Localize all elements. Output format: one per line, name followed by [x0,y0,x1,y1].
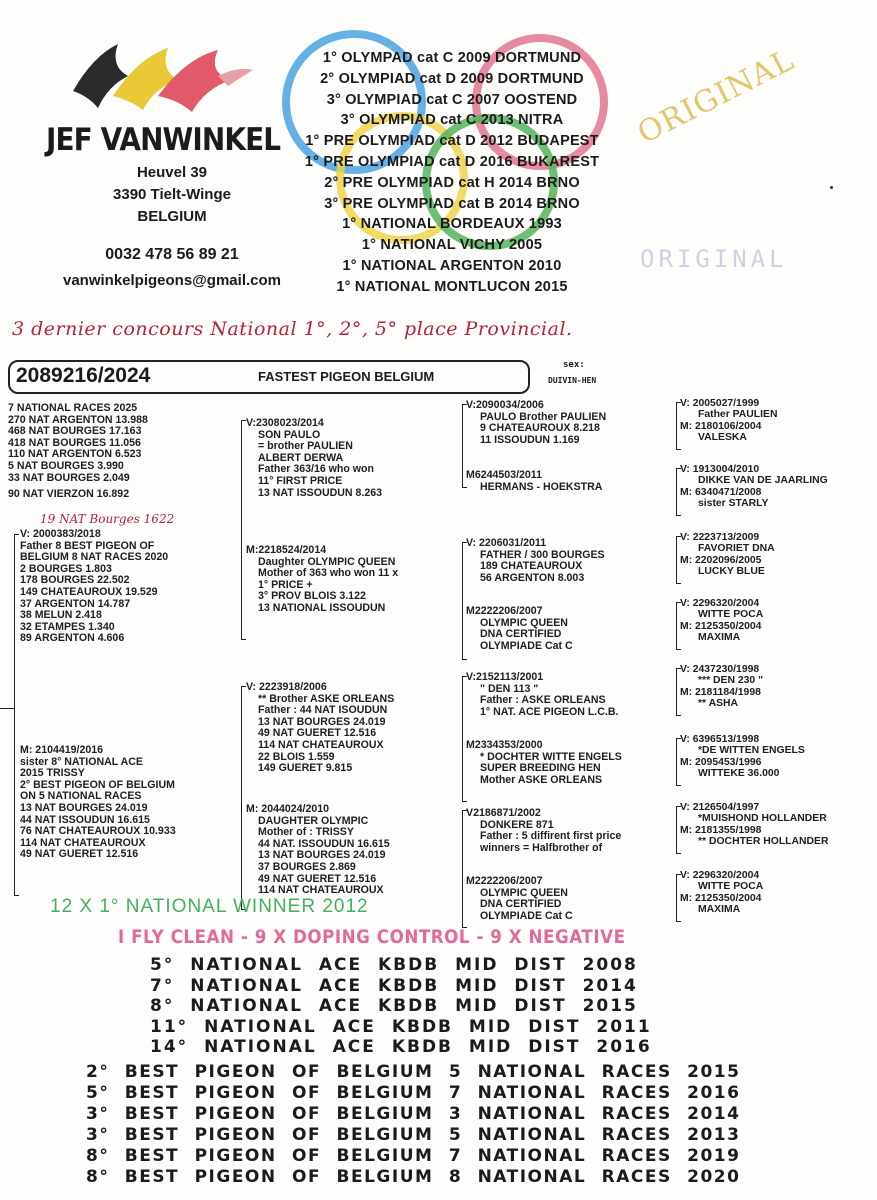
connector-line [0,708,14,709]
ggp-block [466,470,602,493]
ggp-line: V: 2206031/2011 [466,537,547,549]
gp-line: ALBERT DERWA [258,451,344,464]
dove-logo [68,36,258,116]
best-pigeon-result: 8° BEST PIGEON OF BELGIUM 7 NATIONAL RACES 2019 [86,1146,741,1166]
gggp-line: M: 6340471/2008 [680,486,762,498]
honour-item: 1° NATIONAL ARGENTON 2010 [342,257,562,274]
results-handwritten-addition: 19 NAT Bourges 1622 [40,512,175,526]
ggp-line: V:2152113/2001 [466,671,544,683]
result-line: 418 NAT BOURGES 11.056 [8,436,141,449]
gp-line: M:2218524/2014 [246,544,327,556]
result-line: 110 NAT ARGENTON 6.523 [8,448,142,461]
father-line: 38 MELUN 2.418 [20,609,102,622]
gp-line: 44 NAT. ISSOUDUN 16.615 [258,837,390,850]
gp-line: V: 2223918/2006 [246,681,327,693]
gp-line: 1° PRICE + [258,578,313,591]
result-line: 90 NAT VIERZON 16.892 [8,488,130,501]
gggp-line: ** ASHA [698,698,739,710]
ace-result: 11° NATIONAL ACE KBDB MID DIST 2011 [150,1016,652,1037]
ggp-block [466,400,606,446]
honour-item: 3° OLYMPIAD cat C 2007 OOSTEND [326,91,578,108]
mother-line: 114 NAT CHATEAUROUX [20,836,146,849]
gp-line: DAUGHTER OLYMPIC [258,814,369,827]
gggp-line: V: 2005027/1999 [680,398,760,409]
grandmother-paternal-block [246,545,398,615]
ggp-line: HERMANS - HOEKSTRA [480,480,603,493]
pigeon-title: FASTEST PIGEON BELGIUM [258,369,435,384]
honour-item: 3° PRE OLYMPIAD cat B 2014 BRNO [324,195,580,212]
gggp-line: WITTE POCA [698,881,764,893]
gp-line: 22 BLOIS 1.559 [258,750,335,763]
gp-line: 149 GUERET 9.815 [258,762,353,775]
ggp-line: OLYMPIC QUEEN [480,616,568,629]
national-winner-note: 12 X 1° NATIONAL WINNER 2012 [50,896,369,917]
gp-line: 13 NATIONAL ISSOUDUN [258,601,386,614]
father-line: 2 BOURGES 1.803 [20,562,112,575]
gggp-line: M: 2125350/2004 [680,620,762,632]
gggp-line: MAXIMA [698,632,741,644]
ggp-block [466,808,621,854]
gp-line: 13 NAT ISSOUDUN 8.263 [258,486,383,499]
father-line: 32 ETAMPES 1.340 [20,620,115,633]
honour-item: 1° NATIONAL MONTLUCON 2015 [336,278,568,295]
mother-line: 76 NAT CHATEAUROUX 10.933 [20,825,176,838]
mother-line: 2015 TRISSY [20,767,85,780]
gggp-line: V: 2296320/2004 [680,870,760,881]
ggp-line: DONKERE 871 [480,818,554,831]
address-street: Heuvel 39 [136,164,208,181]
mother-ring: M: 2104419/2016 [20,744,104,756]
ggp-line: M6244503/2011 [466,469,542,481]
gggp-line: M: 2202096/2005 [680,554,762,566]
ggp-line: " DEN 113 " [480,682,539,695]
gggp-line: VALESKA [698,432,747,444]
gggp-block [680,802,828,848]
gggp-line: WITTEKE 36.000 [698,768,780,780]
gggp-line: *MUISHOND HOLLANDER [698,813,827,825]
gggp-line: MAXIMA [698,904,741,916]
result-line: 33 NAT BOURGES 2.049 [8,471,130,484]
gggp-line: M: 2095453/1996 [680,756,762,768]
gp-line: Daughter OLYMPIC QUEEN [258,555,396,568]
gp-line: 49 NAT GUERET 12.516 [258,727,377,740]
gggp-line: V: 1913004/2010 [680,464,760,475]
sex-value: DUIVIN-HEN [548,376,597,385]
father-line: 178 BOURGES 22.502 [20,574,130,587]
honours-list [282,48,622,298]
mother-block [20,745,176,861]
ggp-line: V2186871/2002 [466,807,541,819]
result-line: 7 NATIONAL RACES 2025 [8,402,138,414]
mother-line: 49 NAT GUERET 12.516 [20,848,139,861]
honour-item: 1° NATIONAL BORDEAUX 1993 [342,216,562,233]
sex-label: sex: [563,360,585,370]
ggp-line: 11 ISSOUDUN 1.169 [480,433,580,446]
gggp-block [680,734,805,780]
doping-control-note: I FLY CLEAN - 9 X DOPING CONTROL - 9 X NEGATIVE [118,926,626,948]
gp-line: V:2308023/2014 [246,417,324,429]
ggp-line: PAULO Brother PAULIEN [480,410,607,423]
honour-item: 1° OLYMPAD cat C 2009 DORTMUND [322,50,582,66]
ggp-line: OLYMPIADE Cat C [480,909,573,922]
father-line: Father 8 BEST PIGEON OF [20,539,155,552]
ggp-line: M2222206/2007 [466,875,543,887]
email-address: vanwinkelpigeons@gmail.com [62,272,281,289]
mother-line: ON 5 NATIONAL RACES [20,790,142,803]
gp-line: = brother PAULIEN [258,440,353,453]
faint-original-stamp: ORIGINAL [640,245,788,273]
gggp-line: M: 2181355/1998 [680,824,762,836]
gggp-line: V: 2296320/2004 [680,598,760,609]
ace-result: 8° NATIONAL ACE KBDB MID DIST 2015 [150,996,638,1016]
gp-line: 114 NAT CHATEAUROUX [258,738,384,751]
father-block [20,529,168,645]
gp-line: Father 363/16 who won [258,463,374,476]
ggp-line: 56 ARGENTON 8.003 [480,571,585,584]
gggp-block [680,398,777,444]
gggp-line: LUCKY BLUE [698,566,765,578]
address-country: BELGIUM [137,208,207,225]
gp-line: Mother of : TRISSY [258,826,354,839]
honour-item: 1° PRE OLYMPIAD cat D 2016 BUKAREST [304,153,600,170]
gggp-line: ** DOCHTER HOLLANDER [698,836,829,848]
best-pigeon-result: 3° BEST PIGEON OF BELGIUM 5 NATIONAL RACES 2013 [86,1125,741,1145]
ggp-line: Father : ASKE ORLEANS [480,694,606,707]
gggp-line: sister STARLY [698,498,769,510]
ace-result: 7° NATIONAL ACE KBDB MID DIST 2014 [150,975,638,996]
gggp-line: Father PAULIEN [698,409,778,421]
gggp-line: M: 2125350/2004 [680,892,762,904]
gggp-line: V: 2437230/1998 [680,664,760,675]
ggp-line: 9 CHATEAUROUX 8.218 [480,422,600,435]
national-ace-list [150,955,652,1058]
ggp-line: 189 CHATEAUROUX [480,560,583,573]
gggp-block [680,664,763,710]
mother-line: 13 NAT BOURGES 24.019 [20,801,148,814]
grandfather-paternal-block [246,418,382,499]
gggp-line: FAVORIET DNA [698,543,775,555]
ggp-line: M2334353/2000 [466,739,543,751]
best-pigeon-result: 2° BEST PIGEON OF BELGIUM 5 NATIONAL RACES 2015 [86,1062,741,1082]
ggp-line: SUPER BREEDING HEN [480,762,601,775]
gggp-line: V: 2223713/2009 [680,532,760,543]
father-line: BELGIUM 8 NAT RACES 2020 [20,551,169,564]
honour-item: 1° PRE OLYMPIAD cat D 2012 BUDAPEST [305,133,599,150]
best-pigeon-result: 5° BEST PIGEON OF BELGIUM 7 NATIONAL RACES 2016 [86,1083,741,1103]
gggp-line: WITTE POCA [698,609,764,621]
gp-line: 13 NAT BOURGES 24.019 [258,849,386,862]
gp-line: ** Brother ASKE ORLEANS [258,692,395,705]
result-line: 468 NAT BOURGES 17.163 [8,425,142,438]
speck [830,186,833,189]
gggp-block [680,870,763,916]
ggp-line: FATHER / 300 BOURGES [480,548,605,561]
gp-line: Father : 44 NAT ISOUDUN [258,704,388,717]
mother-line: 44 NAT ISSOUDUN 16.615 [20,813,150,826]
best-pigeon-result: 3° BEST PIGEON OF BELGIUM 3 NATIONAL RACES 2014 [86,1104,741,1124]
ggp-line: Father : 5 diffirent first price [480,830,622,843]
gp-line: 13 NAT BOURGES 24.019 [258,715,386,728]
ring-number: 2089216/2024 [16,364,151,387]
ggp-line: OLYMPIC QUEEN [480,886,568,899]
gggp-line: DIKKE VAN DE JAARLING [698,475,828,487]
handwritten-note: 3 dernier concours National 1°, 2°, 5° place Provincial. [12,318,573,340]
mother-line: sister 8° NATIONAL ACE [20,755,143,768]
gggp-line: V: 6396513/1998 [680,734,760,745]
ggp-line: winners = Halfbrother of [480,841,603,854]
gggp-block [680,464,828,510]
ggp-block [466,538,605,584]
gggp-block [680,598,763,644]
ggp-block [466,876,573,922]
ggp-line: DNA CERTIFIED [480,898,562,911]
gggp-line: *DE WITTEN ENGELS [698,745,805,757]
ggp-line: DNA CERTIFIED [480,628,562,641]
pigeon-results [8,403,148,501]
best-pigeon-result: 8° BEST PIGEON OF BELGIUM 8 NATIONAL RACES 2020 [86,1167,741,1187]
address-city: 3390 Tielt-Winge [113,186,231,203]
father-line: 149 CHATEAUROUX 19.529 [20,585,158,598]
honour-item: 2° OLYMPIAD cat D 2009 DORTMUND [320,70,584,87]
result-line: 5 NAT BOURGES 3.990 [8,459,124,472]
parents-bracket [14,534,19,896]
gggp-block [680,532,775,578]
ggp-line: OLYMPIADE Cat C [480,639,573,652]
honour-item: 3° OLYMPIAD cat C 2013 NITRA [340,112,564,129]
phone-number: 0032 478 56 89 21 [105,246,239,263]
gp-line: 114 NAT CHATEAUROUX [258,884,384,897]
ggp-line: 1° NAT. ACE PIGEON L.C.B. [480,705,619,718]
gggp-line: V: 2126504/1997 [680,802,760,813]
gggp-line: *** DEN 230 " [698,675,763,687]
father-ring: V: 2000383/2018 [20,528,101,540]
mother-line: 2° BEST PIGEON OF BELGIUM [20,778,175,791]
gp-line: M: 2044024/2010 [246,803,330,815]
gggp-line: M: 2181184/1998 [680,686,761,698]
ggp-line: M2222206/2007 [466,605,543,617]
grandfather-maternal-block [246,682,394,775]
breeder-name: JEF VANWINKEL [46,122,281,158]
ace-result: 5° NATIONAL ACE KBDB MID DIST 2008 [150,955,638,975]
best-pigeon-list [86,1062,746,1188]
father-line: 37 ARGENTON 14.787 [20,597,131,610]
ggp-block [466,606,573,652]
ggp-block [466,672,618,718]
gp-line: 37 BOURGES 2.869 [258,860,356,873]
grandmother-maternal-block [246,804,390,897]
ggp-block [466,740,622,786]
ace-result: 14° NATIONAL ACE KBDB MID DIST 2016 [150,1037,652,1057]
ggp-line: Mother ASKE ORLEANS [480,773,603,786]
ggp-line: V:2090034/2006 [466,399,544,411]
father-line: 89 ARGENTON 4.606 [20,632,125,645]
gp-line: 3° PROV BLOIS 3.122 [258,590,366,603]
gggp-line: M: 2180106/2004 [680,420,762,432]
gp-line: Mother of 363 who won 11 x [258,567,399,580]
honour-item: 2° PRE OLYMPIAD cat H 2014 BRNO [324,174,580,191]
gp-line: 11° FIRST PRICE [258,474,343,487]
honour-item: 1° NATIONAL VICHY 2005 [361,237,543,254]
original-stamp: ORIGINAL [632,42,801,152]
result-line: 270 NAT ARGENTON 13.988 [8,413,148,426]
ggp-line: * DOCHTER WITTE ENGELS [480,750,622,763]
gp-line: 49 NAT GUERET 12.516 [258,872,377,885]
gp-line: SON PAULO [258,428,321,441]
